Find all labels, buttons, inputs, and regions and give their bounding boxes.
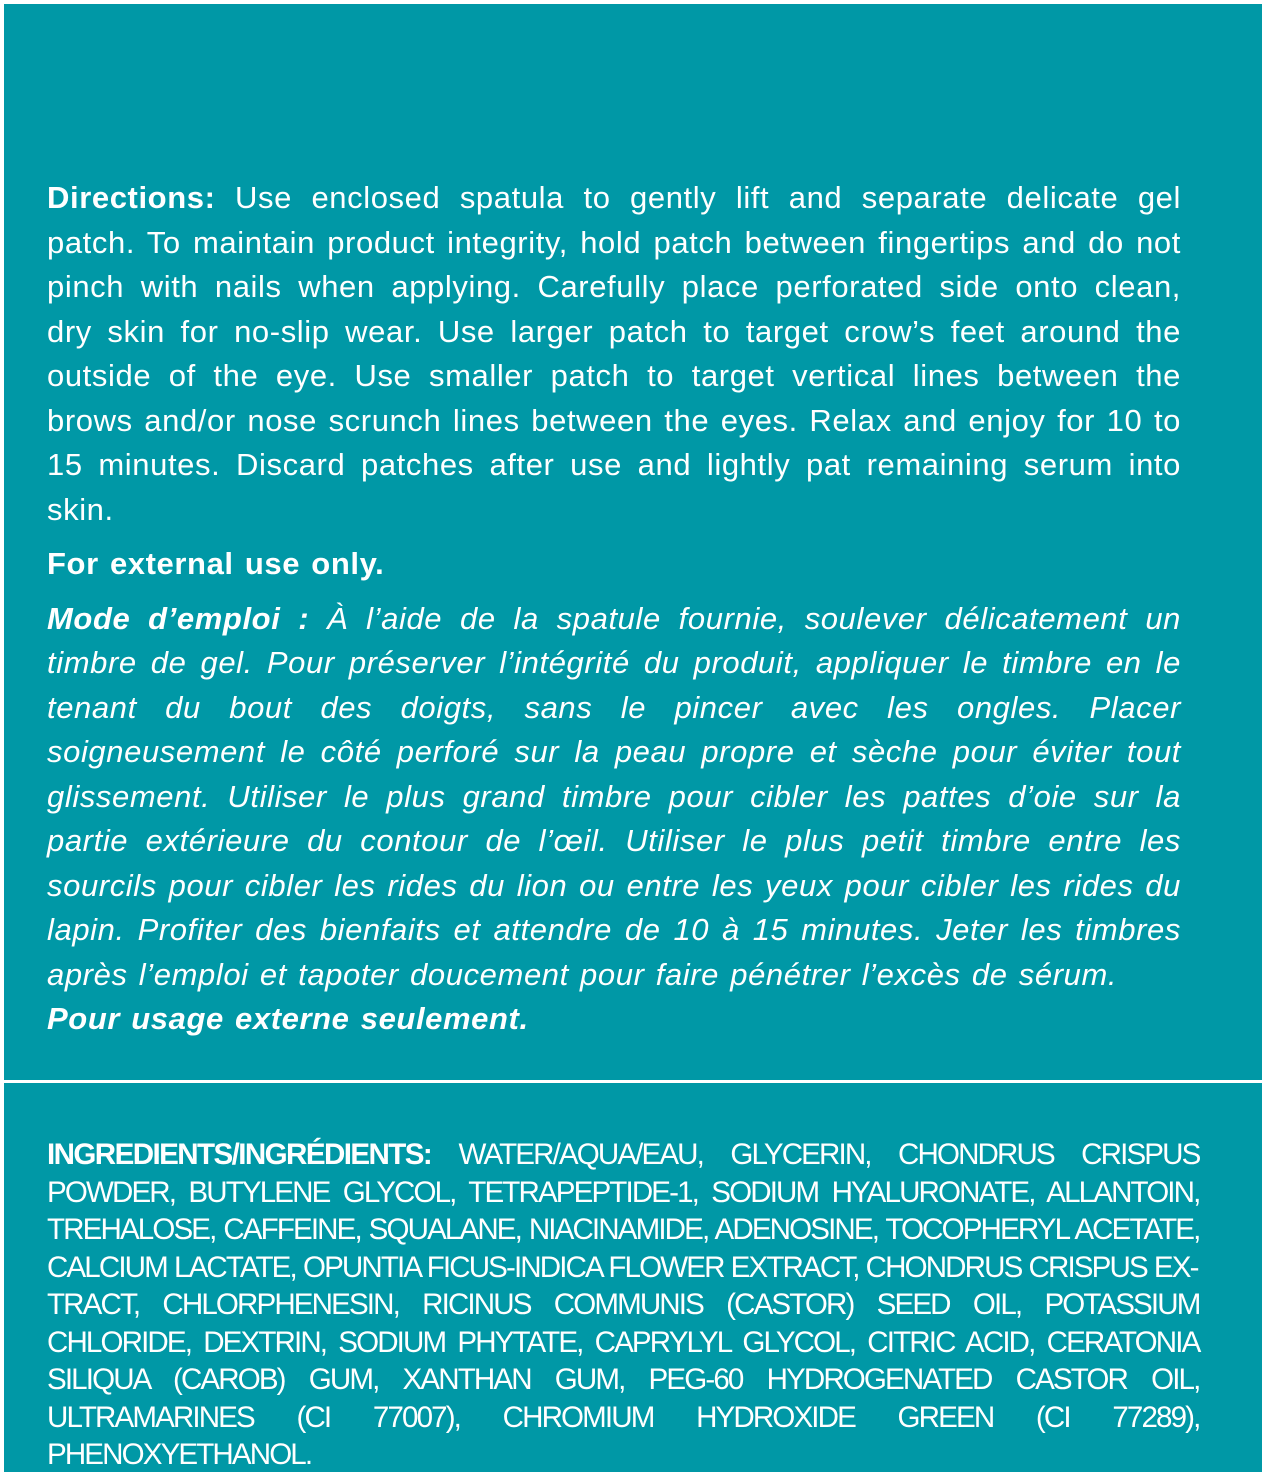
directions-french (47, 597, 1181, 998)
mode-emploi-text: À l’aide de la spatule fournie, soulever délicatement un timbre de gel. Pour préserver l’intégrité du produit, appliquer le timbre en le tenant du bout des doigts, sans le pincer avec les ongles. Placer soigneusement le côté perforé sur la peau propre et sèche pour éviter tout glissement. Utiliser le plus grand timbre pour cibler les pattes d’oie sur la partie extérieure du contour de l’œil. Utiliser le plus petit timbre entre les sourcils pour cibler les rides du lion ou entre les yeux pour cibler les rides du lapin. Profiter des bienfaits et attendre de 10 à 15 minutes. Jeter les timbres après l’emploi et tapoter doucement pour faire pénétrer l’excès de sérum. (47, 600, 1182, 992)
section-divider (4, 1080, 1262, 1083)
directions-section (47, 176, 1181, 1042)
ingredients-list: WATER/AQUA/EAU, GLYCERIN, CHONDRUS CRISPUS POWDER, BUTYLENE GLYCOL, TETRAPEPTIDE-1, SODIUM HYALURONATE, ALLANTOIN, TREHALOSE, CAFFEINE, SQUALANE, NIACINAMIDE, ADENOSINE, TOCOPHERYL ACETATE, CALCIUM LACTATE, OPUNTIA FICUS-INDICA FLOWER EXTRACT, CHONDRUS CRISPUS EXTRACT, CHLORPHENESIN, RICINUS COMMUNIS (CASTOR) SEED OIL, POTASSIUM CHLORIDE, DEXTRIN, SODIUM PHYTATE, CAPRYLYL GLYCOL, CITRIC ACID, CERATONIA SILIQUA (CAROB) GUM, XANTHAN GUM, PEG-60 HYDROGENATED CASTOR OIL, ULTRAMARINES (CI 77007), CHROMIUM HYDROXIDE GREEN (CI 77289), PHENOXYETHANOL. (47, 1138, 1200, 1471)
product-label-panel (4, 4, 1262, 1472)
directions-english (47, 176, 1181, 532)
ingredients-section (47, 1136, 1199, 1472)
directions-text: Use enclosed spatula to gently lift and separate delicate gel patch. To maintain product integrity, hold patch between fingertips and do not pinch with nails when applying. Carefully place perforated side onto clean, dry skin for no-slip wear. Use larger patch to target crow’s feet around the outside of the eye. Use smaller patch to target vertical lines between the brows and/or nose scrunch lines between the eyes. Relax and enjoy for 10 to 15 minutes. Discard patches after use and lightly pat remaining serum into skin. (47, 180, 1181, 527)
mode-emploi-label: Mode d’emploi : (47, 600, 310, 636)
directions-label: Directions: (47, 180, 216, 215)
external-use-warning: For external use only. (47, 546, 385, 581)
usage-externe-warning: Pour usage externe seulement. (47, 1001, 529, 1036)
ingredients-label: INGREDIENTS/INGRÉDIENTS: (47, 1138, 432, 1171)
